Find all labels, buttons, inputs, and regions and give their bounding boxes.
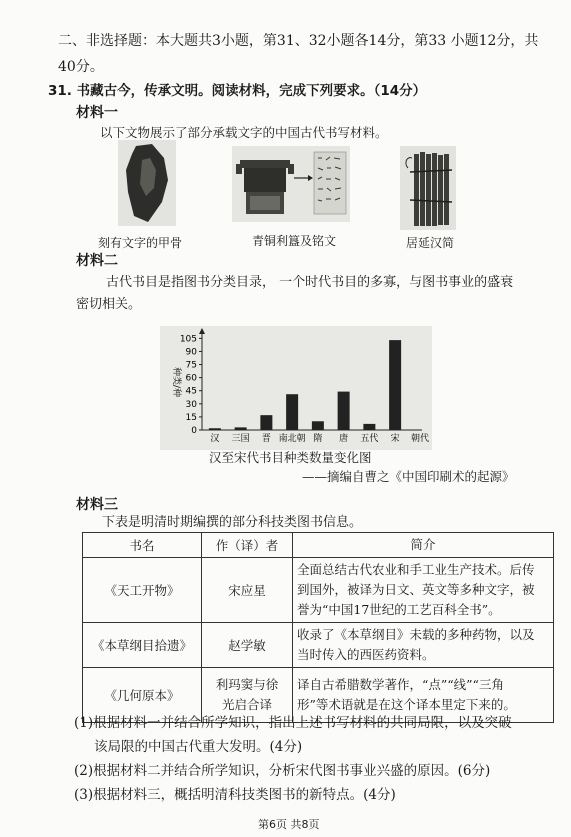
section-heading-line1: 二、非选择题：本大题共3小题，第31、32小题各14分，第33 小题12分，共 xyxy=(58,33,539,49)
y-tick-label: 30 xyxy=(185,399,197,410)
bar xyxy=(209,428,221,430)
x-category-label: 五代 xyxy=(360,434,379,444)
tech-books-table xyxy=(82,532,554,723)
caption-bronze-vessel: 青铜利簋及铭文 xyxy=(252,234,337,248)
author-line: 利玛窦与徐 xyxy=(215,677,279,692)
material2-text-line1: 古代书目是指图书分类目录， 一个时代书目的多寡，与图书事业的盛衰 xyxy=(106,275,514,290)
x-axis-label: 朝代 xyxy=(410,434,430,444)
y-tick-label: 105 xyxy=(179,334,197,345)
oracle-bone-image xyxy=(118,140,176,226)
bronze-vessel-image xyxy=(232,146,350,222)
desc-line: 当时传入的西医药资料。 xyxy=(297,647,435,662)
x-category-label: 三国 xyxy=(231,434,250,444)
cell-author xyxy=(202,623,293,668)
cell-book: 《天工开物》 xyxy=(83,558,202,623)
section-heading-line2: 40分。 xyxy=(58,59,104,75)
x-category-label: 汉 xyxy=(210,434,220,444)
bar xyxy=(312,421,324,430)
material3-intro: 下表是明清时期编撰的部分科技类图书信息。 xyxy=(102,515,363,530)
book-catalog-bar-chart xyxy=(160,326,432,450)
table-row xyxy=(83,623,554,668)
chart-title: 汉至宋代书目种类数量变化图 xyxy=(209,450,372,465)
cell-book: 《几何原本》 xyxy=(83,668,202,723)
header-description: 简介 xyxy=(293,533,554,558)
material3-label: 材料三 xyxy=(76,497,118,513)
bronze-vessel-icon xyxy=(232,146,350,222)
bar xyxy=(363,424,375,430)
question-3: (3)根据材料三，概括明清科技类图书的新特点。(4分) xyxy=(74,787,396,803)
table-row xyxy=(83,558,554,623)
material2-text-line2: 密切相关。 xyxy=(76,297,142,312)
question-title: 31. 书藏古今，传承文明。阅读材料，完成下列要求。（14分） xyxy=(48,83,427,99)
page-number: 第6页 共8页 xyxy=(258,818,320,831)
y-axis-label: 种类/种 xyxy=(171,366,181,398)
header-book: 书名 xyxy=(83,533,202,558)
author-line: 光启合译 xyxy=(221,697,272,712)
cell-description xyxy=(293,558,554,623)
x-category-label: 隋 xyxy=(313,434,323,444)
bar xyxy=(235,427,247,430)
x-category-label: 南北朝 xyxy=(278,434,306,444)
desc-line: 全面总结古代农业和手工业生产技术。后传 xyxy=(297,562,535,577)
x-category-label: 宋 xyxy=(390,434,400,444)
tech-books-table-wrap xyxy=(82,532,554,723)
table-header-row xyxy=(83,533,554,558)
cell-book: 《本草纲目拾遗》 xyxy=(83,623,202,668)
bar xyxy=(286,394,298,430)
caption-bamboo-slips: 居延汉简 xyxy=(406,236,455,250)
bar xyxy=(260,415,272,430)
bar xyxy=(389,340,401,430)
oracle-bone-icon xyxy=(118,140,176,226)
bamboo-slips-image xyxy=(400,146,456,230)
y-axis-arrow xyxy=(199,328,205,334)
caption-oracle-bone: 刻有文字的甲骨 xyxy=(98,236,183,250)
question-2: (2)根据材料二并结合所学知识，分析宋代图书事业兴盛的原因。(6分) xyxy=(74,763,491,779)
y-tick-label: 45 xyxy=(185,386,197,397)
y-tick-label: 60 xyxy=(185,373,197,384)
y-tick-label: 75 xyxy=(185,360,197,371)
chart-source: ——摘编自曹之《中国印刷术的起源》 xyxy=(302,469,515,484)
desc-line: 形”等术语就是在这个译本里定下来的。 xyxy=(297,697,516,712)
cell-author xyxy=(202,558,293,623)
question-1-line2: 该局限的中国古代重大发明。(4分) xyxy=(94,739,303,755)
chart-container xyxy=(160,326,432,450)
material1-label: 材料一 xyxy=(76,105,118,121)
material2-label: 材料二 xyxy=(76,253,118,269)
x-category-label: 晋 xyxy=(261,434,271,444)
desc-line: 誉为“中国17世纪的工艺百科全书”。 xyxy=(297,602,501,617)
bar xyxy=(338,392,350,430)
author-line: 赵学敏 xyxy=(228,638,266,653)
desc-line: 收录了《本草纲目》未载的多种药物，以及 xyxy=(297,627,535,642)
material1-intro: 以下文物展示了部分承载文字的中国古代书写材料。 xyxy=(100,125,388,140)
bamboo-slips-icon xyxy=(400,146,456,230)
author-line: 宋应星 xyxy=(228,583,266,598)
desc-line: 到国外，被译为日文、英文等多种文字，被 xyxy=(297,582,535,597)
x-category-label: 唐 xyxy=(339,434,349,444)
cell-description xyxy=(293,623,554,668)
y-tick-label: 0 xyxy=(191,426,197,436)
question-1-line1: (1)根据材料一并结合所学知识，指出上述书写材料的共同局限，以及突破 xyxy=(74,715,512,731)
y-tick-label: 15 xyxy=(185,412,197,423)
desc-line: 译自古希腊数学著作，“点”“线”“三角 xyxy=(297,677,504,692)
header-author: 作（译）者 xyxy=(202,533,293,558)
y-tick-label: 90 xyxy=(185,347,197,358)
